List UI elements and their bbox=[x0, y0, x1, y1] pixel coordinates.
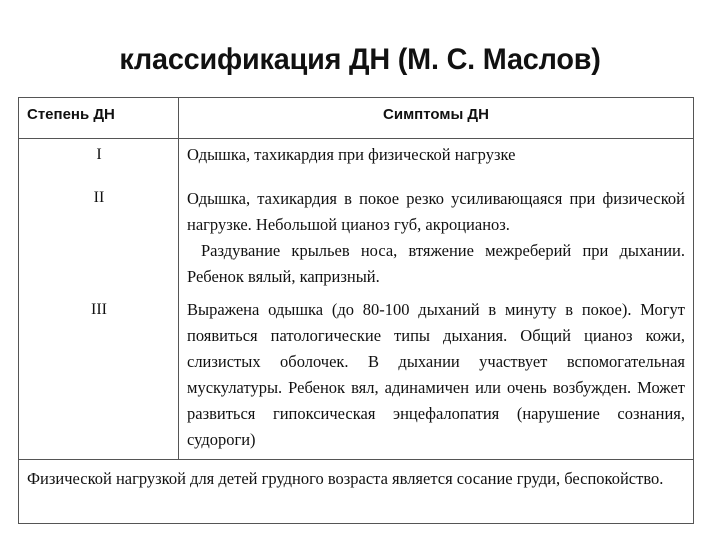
grade-1: I bbox=[96, 146, 102, 163]
symptoms-grade-2-continued: Раздувание крыльев носа, втяжение межреберий при дыхании. Ребенок вялый, капризный. bbox=[187, 241, 685, 286]
header-symptoms-label: Симптомы ДН bbox=[383, 106, 489, 123]
classification-table bbox=[18, 97, 694, 524]
symptoms-grade-3: Выражена одышка (до 80-100 дыханий в минуту в покое). Могут появиться патологические типы дыхания. Общий цианоз кожи, слизистых оболочек. В дыхании участвует вспомогательная мускулатуры. Ребенок вял, адинамичен или очень возбужден. Может развиться гипоксическая энцефалопатия (нарушение сознания, судороги) bbox=[187, 300, 685, 449]
header-cell-grade bbox=[19, 98, 179, 138]
grade-3: III bbox=[91, 301, 107, 318]
symptoms-column bbox=[179, 139, 693, 459]
header-grade-label: Степень ДН bbox=[27, 106, 115, 123]
symptoms-grade-2: Одышка, тахикардия в покое резко усиливающаяся при физической нагрузке. Небольшой цианоз губ, акроцианоз. bbox=[187, 189, 685, 234]
slide-title: классификация ДН (М. С. Маслов) bbox=[119, 43, 601, 76]
footer-cell bbox=[19, 460, 693, 523]
grade-2: II bbox=[93, 189, 105, 206]
header-cell-symptoms bbox=[179, 98, 693, 138]
footer-note: Физической нагрузкой для детей грудного возраста является сосание груди, беспокойство. bbox=[27, 469, 664, 488]
table-footer-row bbox=[19, 460, 693, 523]
table-header-row bbox=[19, 98, 693, 139]
table-body-row bbox=[19, 139, 693, 460]
symptoms-grade-1: Одышка, тахикардия при физической нагрузке bbox=[187, 145, 516, 164]
grade-column bbox=[19, 139, 179, 459]
